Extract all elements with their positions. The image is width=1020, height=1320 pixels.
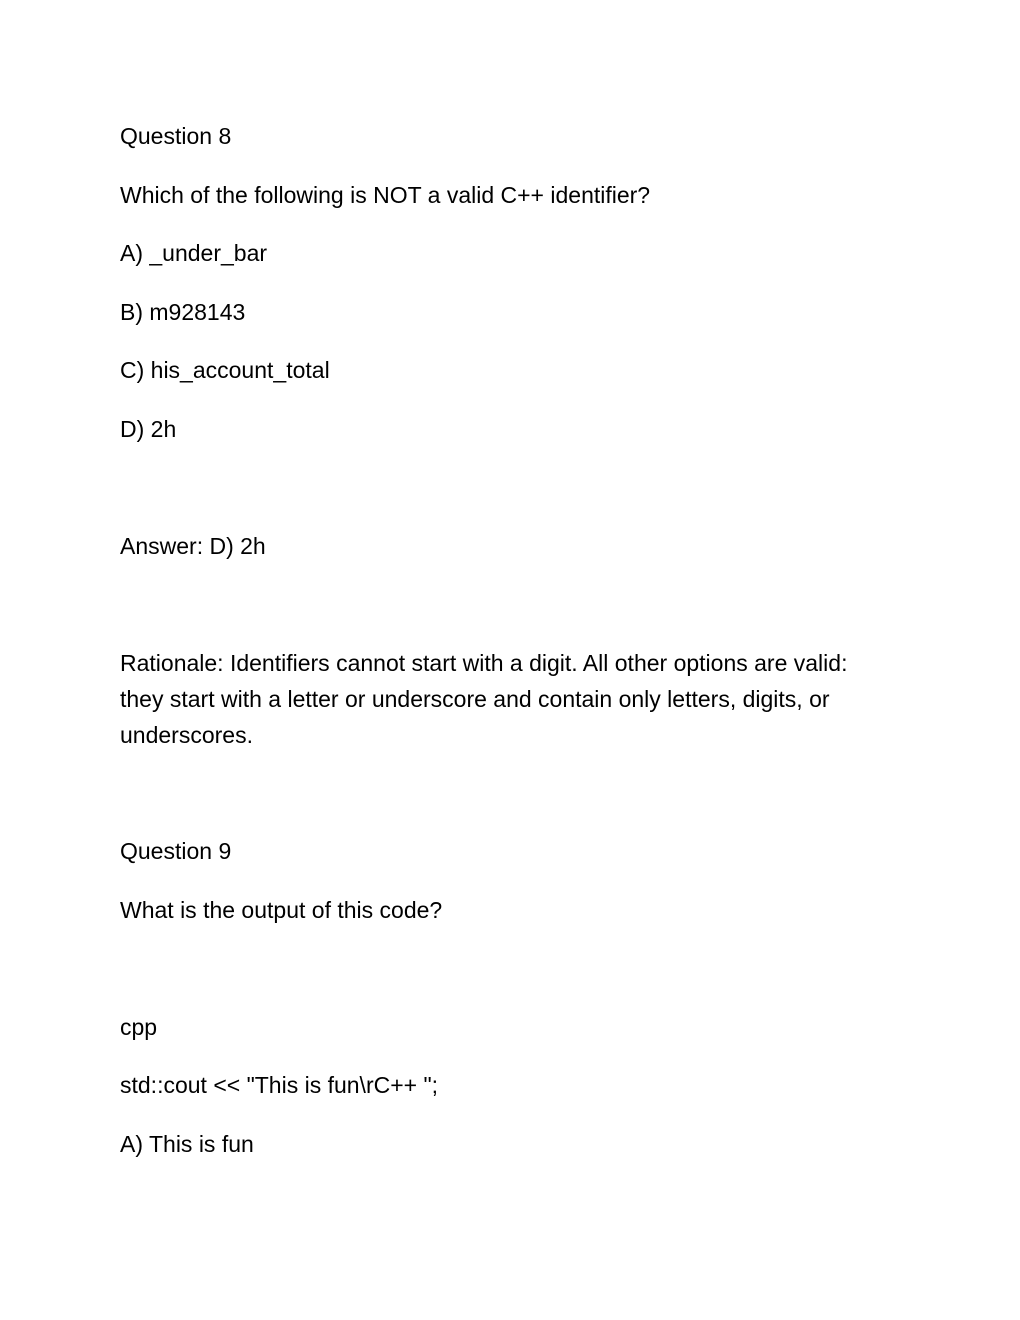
question-8-option-d: D) 2h: [120, 416, 177, 442]
question-9-code: std::cout << "This is fun\rC++ ";: [120, 1072, 439, 1098]
question-8-option-b: B) m928143: [120, 299, 246, 325]
question-9-code-language: cpp: [120, 1014, 158, 1040]
question-8-rationale: Rationale: Identifiers cannot start with a digit. All other options are valid: they start with a letter or underscore and contain only letters, digits, or underscores.: [120, 650, 848, 748]
question-9-prompt: What is the output of this code?: [120, 897, 443, 923]
question-9-option-a: A) This is fun: [120, 1131, 254, 1157]
question-8-option-c: C) his_account_total: [120, 357, 330, 383]
question-8-answer: Answer: D) 2h: [120, 533, 266, 559]
question-8-heading: Question 8: [120, 123, 232, 149]
question-8-option-a: A) _under_bar: [120, 240, 268, 266]
question-9-heading: Question 9: [120, 838, 232, 864]
question-8-prompt: Which of the following is NOT a valid C++ identifier?: [120, 182, 651, 208]
